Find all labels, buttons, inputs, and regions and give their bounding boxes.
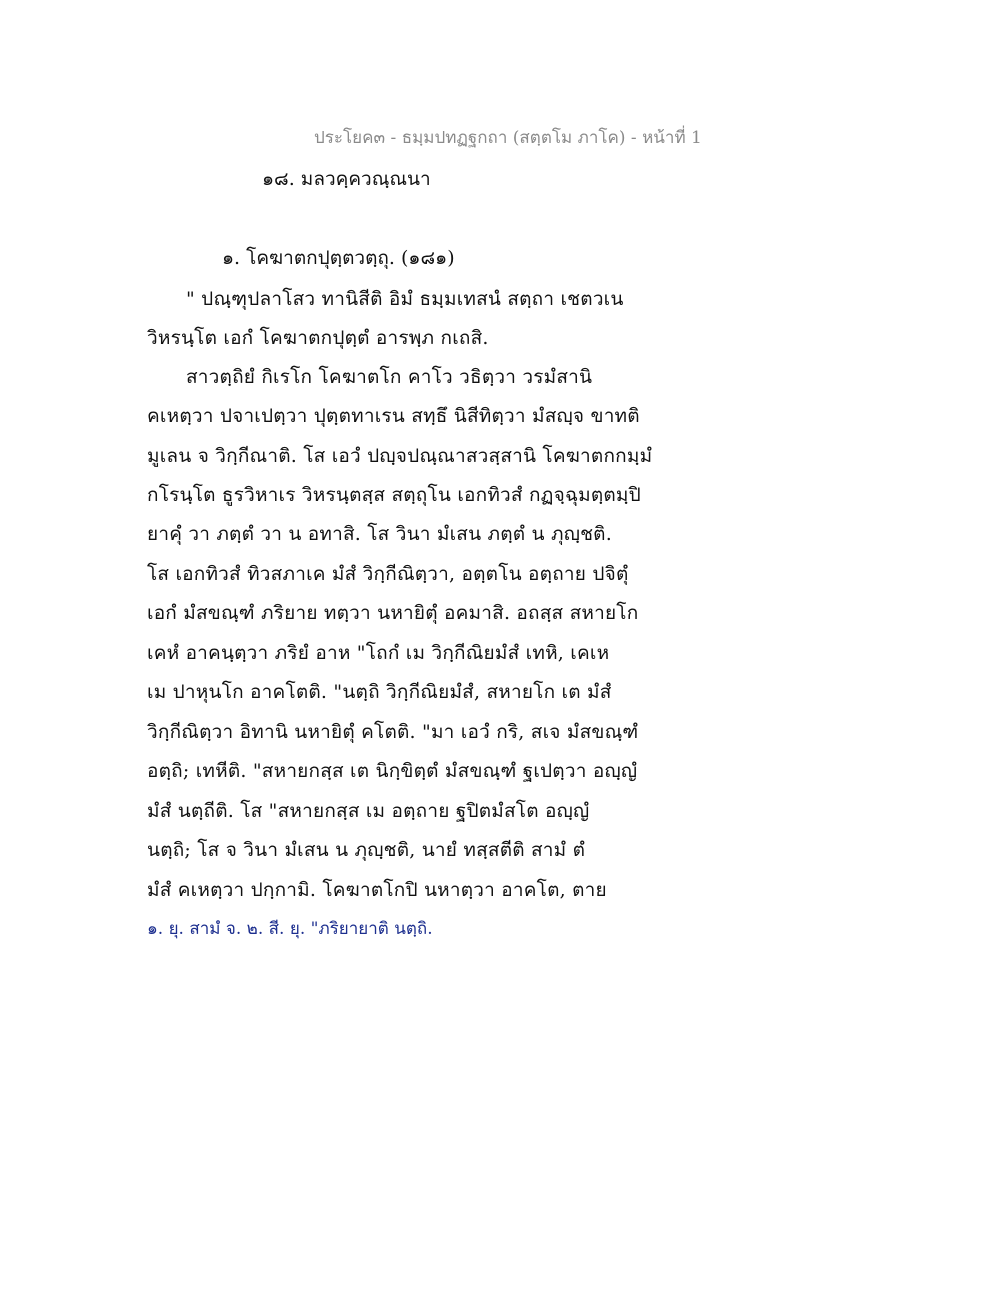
body-line: เอกํ มํสขณฺฑํ ภริยาย ทตฺวา นหายิตุํ อคมาสิ. อถสฺส สหายโก	[147, 602, 639, 624]
body-line: สาวตฺถิยํ กิเรโก โคฆาตโก คาโว วธิตฺวา วรมํสานิ	[186, 366, 593, 388]
body-line: " ปณฺฑุปลาโสว ทานิสีติ อิมํ ธมฺมเทสนํ สตฺถา เชตวเน	[186, 288, 624, 310]
body-line: ยาคุํ วา ภตฺตํ วา น อทาสิ. โส วินา มํเสน ภตฺตํ น ภุญฺชติ.	[147, 523, 612, 545]
running-header: ประโยค๓ - ธมฺมปทฏฐกถา (สตฺตโม ภาโค) - หน้าที่ 1	[314, 128, 702, 148]
body-line: นตฺถิ; โส จ วินา มํเสน น ภุญฺชติ, นายํ ทสฺสตีติ สามํ ตํ	[147, 839, 586, 861]
body-line: คเหตฺวา ปจาเปตฺวา ปุตฺตทาเรน สทฺธึ นิสีทิตฺวา มํสญฺจ ขาทติ	[147, 405, 640, 427]
story-title: ๑. โคฆาตกปุตฺตวตฺถุ. (๑๘๑)	[222, 247, 455, 269]
body-line: อตฺถิ; เทหีติ. "สหายกสฺส เต นิกฺขิตฺตํ มํสขณฺฑํ ฐเปตฺวา อญฺญํ	[147, 760, 638, 782]
body-line: โส เอกทิวสํ ทิวสภาเค มํสํ วิกฺกีณิตฺวา, อตฺตโน อตฺถาย ปจิตุํ	[147, 563, 629, 585]
body-line: วิหรนฺโต เอกํ โคฆาตกปุตฺตํ อารพฺภ กเถสิ.	[147, 327, 489, 349]
chapter-title: ๑๘. มลวคฺควณฺณนา	[262, 168, 431, 190]
footnote: ๑. ยุ. สามํ จ. ๒. สี. ยุ. "ภริยายาติ นตฺถิ.	[147, 919, 433, 939]
body-line: เม ปาหุนโก อาคโตติ. "นตฺถิ วิกฺกีณิยมํสํ, สหายโก เต มํสํ	[147, 681, 612, 703]
body-line: เคหํ อาคนฺตฺวา ภริยํ อาห "โถกํ เม วิกฺกีณิยมํสํ เทหิ, เคเห	[147, 642, 610, 664]
body-line: กโรนฺโต ธูรวิหาเร วิหรนฺตสฺส สตฺถุโน เอกทิวสํ กฏจฺฉุมตฺตมฺปิ	[147, 484, 641, 506]
body-line: วิกฺกีณิตฺวา อิทานิ นหายิตุํ คโตติ. "มา เอวํ กริ, สเจ มํสขณฺฑํ	[147, 721, 639, 743]
body-line: มูเลน จ วิกฺกีณาติ. โส เอวํ ปญฺจปณฺณาสวสฺสานิ โคฆาตกกมฺมํ	[147, 445, 653, 467]
body-line: มํสํ นตฺถีติ. โส "สหายกสฺส เม อตฺถาย ฐปิตมํสโต อญฺญํ	[147, 800, 590, 822]
body-line: มํสํ คเหตฺวา ปกฺกามิ. โคฆาตโกปิ นหาตฺวา อาคโต, ตาย	[147, 879, 607, 901]
